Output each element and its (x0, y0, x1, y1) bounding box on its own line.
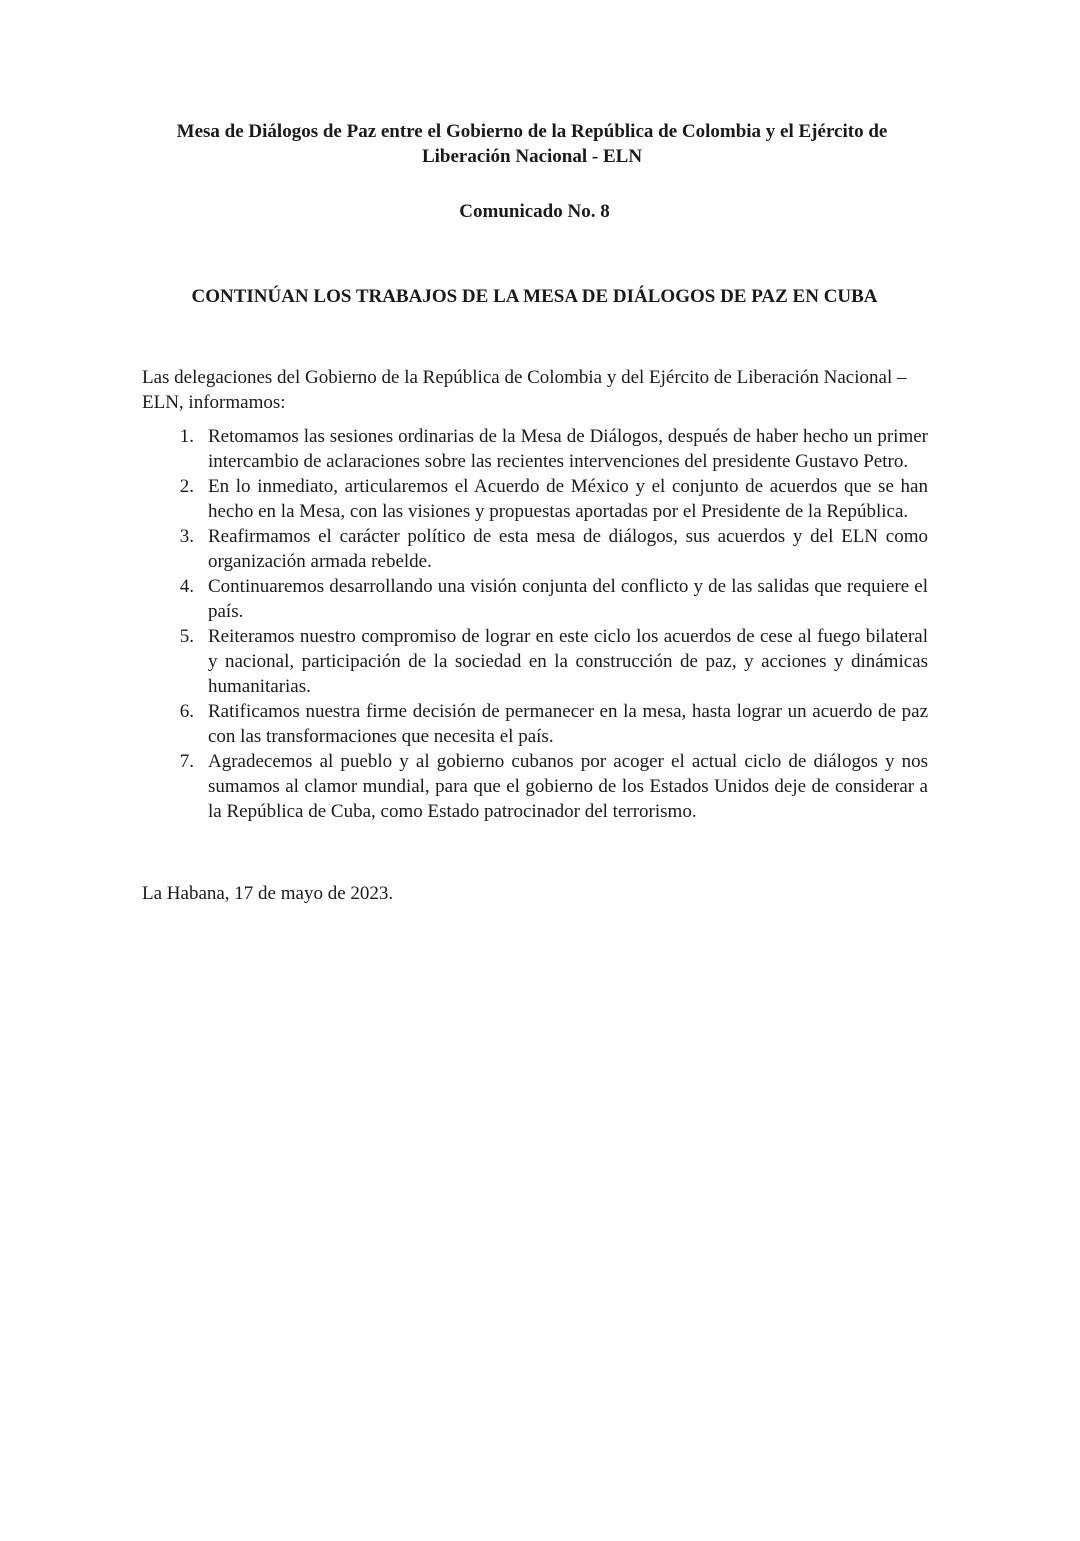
list-item-number: 1. (179, 426, 194, 447)
list-item (142, 574, 928, 624)
list-item-text: Ratificamos nuestra firme decisión de permanecer en la mesa, hasta lograr un acuerdo de paz con las transformaciones que necesita el país. (208, 701, 928, 747)
list-item-text: Retomamos las sesiones ordinarias de la Mesa de Diálogos, después de haber hecho un primer intercambio de aclaraciones sobre las recientes intervenciones del presidente Gustavo Petro. (208, 426, 928, 472)
list-item (142, 699, 928, 749)
list-item-text: Reafirmamos el carácter político de esta mesa de diálogos, sus acuerdos y del ELN como organización armada rebelde. (208, 526, 928, 572)
intro-paragraph: Las delegaciones del Gobierno de la República de Colombia y del Ejército de Liberación Nacional – ELN, informamos: (142, 367, 907, 413)
list-item (142, 749, 928, 824)
list-item-number: 2. (179, 476, 194, 497)
list-item-text: Agradecemos al pueblo y al gobierno cubanos por acoger el actual ciclo de diálogos y nos sumamos al clamor mundial, para que el gobierno de los Estados Unidos deje de considerar a la República de Cuba, como Estado patrocinador del terrorismo. (208, 751, 928, 822)
list-item-text: Continuaremos desarrollando una visión conjunta del conflicto y de las salidas que requiere el país. (208, 576, 928, 622)
list-item-number: 4. (179, 576, 194, 597)
list-item-number: 5. (179, 626, 194, 647)
place-and-date: La Habana, 17 de mayo de 2023. (142, 883, 394, 904)
list-item-number: 7. (179, 751, 194, 772)
header-title-line-1: Mesa de Diálogos de Paz entre el Gobierno de la República de Colombia y el Ejército de (176, 121, 888, 142)
list-item-number: 6. (179, 701, 194, 722)
list-item-number: 3. (179, 526, 194, 547)
list-item-text: Reiteramos nuestro compromiso de lograr en este ciclo los acuerdos de cese al fuego bilateral y nacional, participación de la sociedad en la construcción de paz, y acciones y dinámicas humanitarias. (208, 626, 928, 697)
list-item-text: En lo inmediato, articularemos el Acuerdo de México y el conjunto de acuerdos que se han hecho en la Mesa, con las visiones y propuestas aportadas por el Presidente de la República. (208, 476, 928, 522)
list-item (142, 474, 928, 524)
list-item (142, 424, 928, 474)
list-item (142, 524, 928, 574)
communique-headline: CONTINÚAN LOS TRABAJOS DE LA MESA DE DIÁLOGOS DE PAZ EN CUBA (191, 286, 878, 307)
points-list (142, 424, 928, 824)
communique-number: Comunicado No. 8 (459, 201, 610, 222)
document-header (137, 0, 927, 169)
list-item (142, 624, 928, 699)
header-title-line-2: Liberación Nacional - ELN (421, 146, 643, 167)
